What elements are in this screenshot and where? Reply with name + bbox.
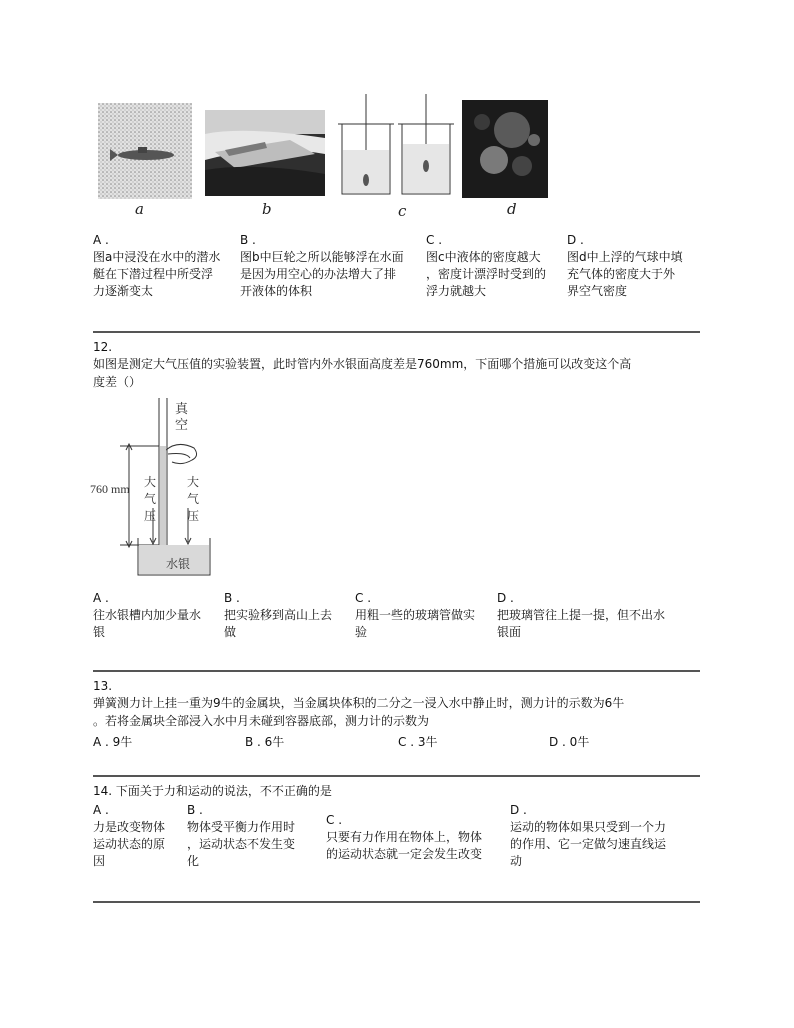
vacuum-label: 真空	[175, 402, 189, 433]
option-text-line: 图d中上浮的气球中填	[567, 250, 683, 264]
figure-label-b: b	[262, 200, 272, 218]
option-text-line: 力是改变物体	[93, 820, 166, 834]
option-text-line: 力逐渐变太	[93, 284, 154, 298]
q13-option-a[interactable]: A . 9牛	[93, 735, 133, 749]
option-text-line: 是因为用空心的办法增大了排	[240, 267, 397, 281]
option-text-line: 把玻璃管往上提一提，但不出水	[497, 608, 666, 622]
option-letter: B .	[240, 233, 256, 247]
option-letter: A .	[93, 591, 109, 605]
option-text-line: 银面	[497, 625, 522, 639]
q11-option-a[interactable]	[93, 232, 243, 300]
divider	[93, 670, 700, 672]
figure-b-ship	[205, 110, 325, 196]
option-text-line: 只要有力作用在物体上，物体	[326, 830, 483, 844]
option-text-line: 的运动状态就一定会发生改变	[326, 847, 483, 861]
option-text-line: 用粗一些的玻璃管做实	[355, 608, 476, 622]
option-text-line: 运动的物体如果只受到一个力	[510, 820, 667, 834]
q14-option-d[interactable]	[510, 802, 700, 870]
option-letter: A .	[93, 803, 109, 817]
q13-option-d[interactable]: D . 0牛	[549, 735, 590, 749]
option-text-line: 化	[187, 854, 200, 868]
option-letter: B .	[224, 591, 240, 605]
q12-stem-line: 度差（）	[93, 375, 142, 389]
option-text-line: 的作用、它一定做匀速直线运	[510, 837, 667, 851]
figure-c-hydrometers	[336, 94, 458, 198]
option-letter: A .	[93, 233, 109, 247]
option-text-line: ，密度计漂浮时受到的	[426, 267, 547, 281]
q12-option-b[interactable]	[224, 590, 354, 641]
option-text-line: 动	[510, 854, 523, 868]
figure-a-submarine	[98, 103, 192, 199]
q13-option-c[interactable]: C . 3牛	[398, 735, 438, 749]
option-text-line: 图c中液体的密度越大	[426, 250, 541, 264]
q13-stem-line: 弹簧测力计上挂一重为9牛的金属块，当金属块体积的二分之一浸入水中静止时，测力计的示数为6牛	[93, 696, 625, 710]
option-letter: C .	[355, 591, 372, 605]
divider	[93, 901, 700, 903]
q11-option-b[interactable]	[240, 232, 430, 300]
q11-option-c[interactable]	[426, 232, 566, 300]
figure-label-c: c	[398, 202, 407, 220]
option-text-line: 把实验移到高山上去	[224, 608, 333, 622]
option-text-line: 往水银槽内加少量水	[93, 608, 202, 622]
option-letter: B .	[187, 803, 203, 817]
q14-option-c[interactable]	[326, 812, 506, 863]
figure-label-d: d	[507, 200, 517, 218]
option-text-line: 物体受平衡力作用时	[187, 820, 296, 834]
option-text-line: 因	[93, 854, 106, 868]
q11-option-d[interactable]	[567, 232, 702, 300]
option-text-line: 界空气密度	[567, 284, 628, 298]
q13-option-b[interactable]: B . 6牛	[245, 735, 285, 749]
option-text-line: 开液体的体积	[240, 284, 313, 298]
option-letter: D .	[510, 803, 527, 817]
mercury-label: 水银	[166, 557, 191, 571]
option-text-line: 银	[93, 625, 106, 639]
q13-number: 13.	[93, 679, 113, 693]
option-text-line: 艇在下潜过程中所受浮	[93, 267, 214, 281]
q12-stem-line: 如图是测定大气压值的实验装置，此时管内外水银面高度差是760mm，下面哪个措施可以改变这个高	[93, 357, 632, 371]
option-text-line: 图b中巨轮之所以能够浮在水面	[240, 250, 404, 264]
q13-stem-line: 。若将金属块全部浸入水中月未碰到容器底部，测力计的示数为	[93, 714, 430, 728]
figure-label-a: a	[135, 200, 144, 218]
option-text-line: 充气体的密度大于外	[567, 267, 676, 281]
q12-option-d[interactable]	[497, 590, 697, 641]
option-letter: D .	[497, 591, 514, 605]
option-text-line: 做	[224, 625, 237, 639]
option-letter: C .	[426, 233, 443, 247]
option-text-line: 验	[355, 625, 368, 639]
q12-option-c[interactable]	[355, 590, 495, 641]
height-label: 760 mm	[90, 482, 130, 496]
option-text-line: 运动状态的原	[93, 837, 166, 851]
q14-option-a[interactable]	[93, 802, 183, 870]
option-text-line: ，运动状态不发生变	[187, 837, 296, 851]
option-letter: D .	[567, 233, 584, 247]
option-text-line: 图a中浸没在水中的潜水	[93, 250, 221, 264]
divider	[93, 775, 700, 777]
q14-stem: 14. 下面关于力和运动的说法，不不正确的是	[93, 784, 332, 798]
q12-number: 12.	[93, 340, 113, 354]
pressure-label-right: 大气压	[187, 475, 200, 523]
divider	[93, 331, 700, 333]
pressure-label-left: 大气压	[144, 475, 157, 523]
q12-option-a[interactable]	[93, 590, 223, 641]
option-letter: C .	[326, 813, 343, 827]
figure-d-balloon	[462, 100, 548, 198]
option-text-line: 浮力就越大	[426, 284, 487, 298]
q14-option-b[interactable]	[187, 802, 327, 870]
